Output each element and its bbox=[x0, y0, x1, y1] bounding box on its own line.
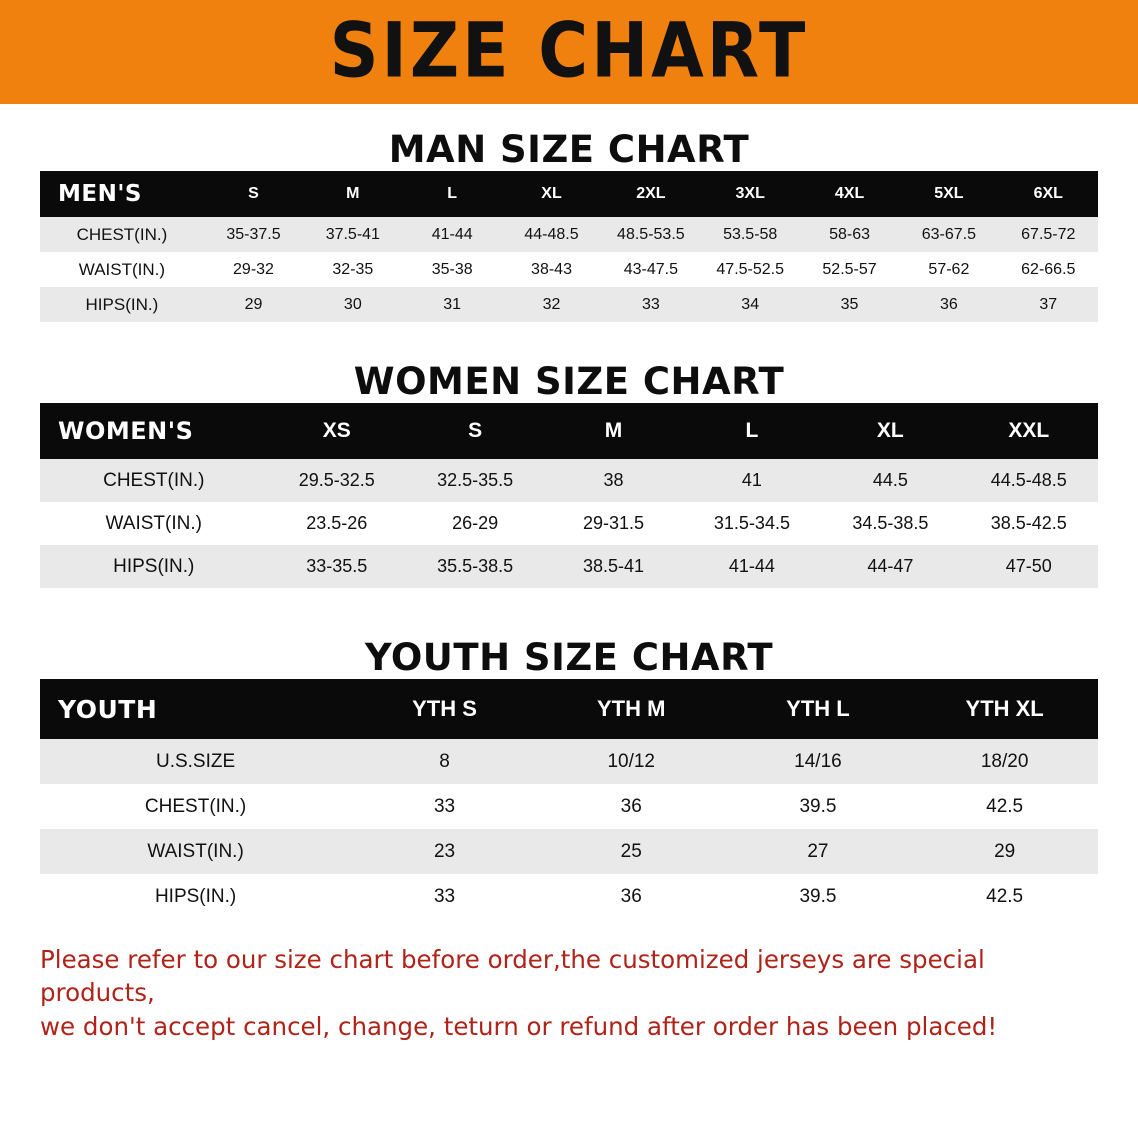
man-section-heading: MAN SIZE CHART bbox=[388, 128, 750, 171]
women-row-label: CHEST(IN.) bbox=[103, 469, 205, 491]
youth-cell: 25 bbox=[620, 840, 642, 862]
women-cell: 34.5-38.5 bbox=[852, 513, 929, 533]
youth-cell: 33 bbox=[433, 795, 456, 817]
man-size-header: 4XL bbox=[800, 171, 899, 217]
man-size-header: 5XL bbox=[899, 171, 998, 217]
women-cell: 23.5-26 bbox=[306, 513, 368, 533]
youth-cell: 23 bbox=[433, 840, 456, 862]
youth-size-header: YTH M bbox=[538, 679, 725, 739]
man-cell: 38-43 bbox=[531, 260, 572, 278]
man-size-header: 6XL bbox=[999, 171, 1098, 217]
table-row bbox=[40, 545, 1098, 588]
youth-corner-label: YOUTH bbox=[40, 679, 351, 739]
man-row-label: HIPS(IN.) bbox=[85, 294, 159, 314]
women-row-label: WAIST(IN.) bbox=[105, 512, 202, 534]
youth-cell: 33 bbox=[433, 885, 456, 907]
table-header-row bbox=[40, 171, 1098, 217]
youth-cell: 36 bbox=[620, 795, 642, 817]
man-cell: 47.5-52.5 bbox=[716, 260, 784, 278]
man-cell: 52.5-57 bbox=[822, 260, 877, 278]
women-cell: 31.5-34.5 bbox=[713, 513, 790, 533]
youth-table-body bbox=[40, 739, 1098, 919]
man-cell: 41-44 bbox=[431, 225, 473, 243]
youth-cell: 18/20 bbox=[980, 750, 1029, 772]
man-row-label: CHEST(IN.) bbox=[76, 224, 168, 244]
youth-row-label: WAIST(IN.) bbox=[147, 840, 244, 862]
man-cell: 36 bbox=[939, 295, 958, 313]
women-cell: 38 bbox=[603, 470, 624, 490]
policy-note-line-2: we don't accept cancel, change, teturn or refund after order has been placed! bbox=[40, 1011, 998, 1041]
youth-cell: 42.5 bbox=[986, 885, 1024, 907]
women-cell: 33-35.5 bbox=[306, 556, 368, 576]
women-size-header: L bbox=[683, 403, 821, 459]
women-cell: 44.5 bbox=[872, 470, 908, 490]
women-cell: 38.5-41 bbox=[583, 556, 645, 576]
man-table-wrapper bbox=[0, 171, 1138, 322]
man-size-table bbox=[40, 171, 1098, 322]
women-size-header: M bbox=[544, 403, 682, 459]
youth-size-header: YTH XL bbox=[911, 679, 1098, 739]
women-cell: 32.5-35.5 bbox=[437, 470, 514, 490]
women-section-heading: WOMEN SIZE CHART bbox=[353, 360, 785, 403]
table-row bbox=[40, 874, 1098, 919]
women-cell: 29-31.5 bbox=[583, 513, 645, 533]
man-table-body bbox=[40, 217, 1098, 322]
man-cell: 29-32 bbox=[233, 260, 274, 278]
table-row bbox=[40, 217, 1098, 252]
man-cell: 48.5-53.5 bbox=[617, 225, 685, 243]
man-cell: 43-47.5 bbox=[623, 260, 678, 278]
women-size-header: XXL bbox=[960, 403, 1098, 459]
man-cell: 67.5-72 bbox=[1021, 225, 1076, 243]
youth-size-header: YTH S bbox=[351, 679, 538, 739]
page-banner bbox=[0, 0, 1138, 104]
youth-cell: 27 bbox=[807, 840, 829, 862]
man-cell: 53.5-58 bbox=[723, 225, 778, 243]
man-cell: 37 bbox=[1039, 295, 1058, 313]
women-size-header: XL bbox=[821, 403, 959, 459]
youth-cell: 8 bbox=[439, 750, 450, 772]
women-cell: 44.5-48.5 bbox=[990, 470, 1067, 490]
youth-row-label: CHEST(IN.) bbox=[144, 795, 247, 817]
man-cell: 35-37.5 bbox=[226, 225, 281, 243]
man-cell: 35 bbox=[840, 295, 859, 313]
youth-cell: 39.5 bbox=[799, 795, 837, 817]
youth-table-wrapper bbox=[0, 679, 1138, 919]
women-table-wrapper bbox=[0, 403, 1138, 588]
women-cell: 41 bbox=[741, 470, 762, 490]
women-cell: 41-44 bbox=[728, 556, 775, 576]
man-size-header: 3XL bbox=[701, 171, 800, 217]
man-size-header: XL bbox=[502, 171, 601, 217]
table-row bbox=[40, 287, 1098, 322]
man-cell: 30 bbox=[343, 295, 362, 313]
man-cell: 32 bbox=[542, 295, 561, 313]
table-row bbox=[40, 252, 1098, 287]
youth-cell: 10/12 bbox=[607, 750, 655, 772]
man-corner-label: MEN'S bbox=[40, 171, 204, 217]
table-header-row bbox=[40, 679, 1098, 739]
table-row bbox=[40, 829, 1098, 874]
youth-row-label: HIPS(IN.) bbox=[154, 885, 237, 907]
table-row bbox=[40, 739, 1098, 784]
youth-cell: 42.5 bbox=[986, 795, 1024, 817]
women-cell: 29.5-32.5 bbox=[298, 470, 375, 490]
youth-cell: 39.5 bbox=[799, 885, 837, 907]
women-size-table bbox=[40, 403, 1098, 588]
table-row bbox=[40, 784, 1098, 829]
man-cell: 57-62 bbox=[928, 260, 970, 278]
man-table-head bbox=[40, 171, 1098, 217]
youth-row-label: U.S.SIZE bbox=[155, 750, 236, 772]
man-cell: 34 bbox=[741, 295, 760, 313]
man-size-header: L bbox=[403, 171, 502, 217]
women-size-header: S bbox=[406, 403, 544, 459]
table-row bbox=[40, 502, 1098, 545]
women-cell: 35.5-38.5 bbox=[437, 556, 514, 576]
man-cell: 63-67.5 bbox=[921, 225, 977, 243]
page-title: SIZE CHART bbox=[329, 7, 809, 96]
women-cell: 47-50 bbox=[1005, 556, 1052, 576]
youth-size-table bbox=[40, 679, 1098, 919]
man-size-header: S bbox=[204, 171, 303, 217]
youth-cell: 36 bbox=[620, 885, 642, 907]
man-size-header: 2XL bbox=[601, 171, 700, 217]
women-cell: 44-47 bbox=[867, 556, 914, 576]
policy-note-line-1: Please refer to our size chart before order,the customized jerseys are special products, bbox=[40, 945, 985, 1008]
women-table-head bbox=[40, 403, 1098, 459]
man-cell: 35-38 bbox=[431, 260, 473, 278]
youth-cell: 14/16 bbox=[794, 750, 842, 772]
table-row bbox=[40, 459, 1098, 502]
youth-table-head bbox=[40, 679, 1098, 739]
man-cell: 58-63 bbox=[829, 225, 870, 243]
man-cell: 32-35 bbox=[332, 260, 374, 278]
man-cell: 44-48.5 bbox=[524, 225, 579, 243]
women-cell: 26-29 bbox=[452, 513, 499, 533]
women-cell: 38.5-42.5 bbox=[990, 513, 1067, 533]
man-cell: 33 bbox=[641, 295, 660, 313]
man-cell: 62-66.5 bbox=[1021, 260, 1076, 278]
women-size-header: XS bbox=[268, 403, 406, 459]
man-cell: 31 bbox=[443, 295, 462, 313]
man-cell: 37.5-41 bbox=[325, 225, 380, 243]
youth-section-heading: YOUTH SIZE CHART bbox=[364, 636, 774, 679]
women-corner-label: WOMEN'S bbox=[40, 403, 268, 459]
policy-note bbox=[40, 943, 1098, 1043]
man-size-header: M bbox=[303, 171, 402, 217]
youth-size-header: YTH L bbox=[725, 679, 912, 739]
women-table-body bbox=[40, 459, 1098, 588]
man-cell: 29 bbox=[244, 295, 263, 313]
table-header-row bbox=[40, 403, 1098, 459]
women-row-label: HIPS(IN.) bbox=[113, 555, 195, 577]
youth-cell: 29 bbox=[994, 840, 1016, 862]
man-row-label: WAIST(IN.) bbox=[78, 259, 166, 279]
